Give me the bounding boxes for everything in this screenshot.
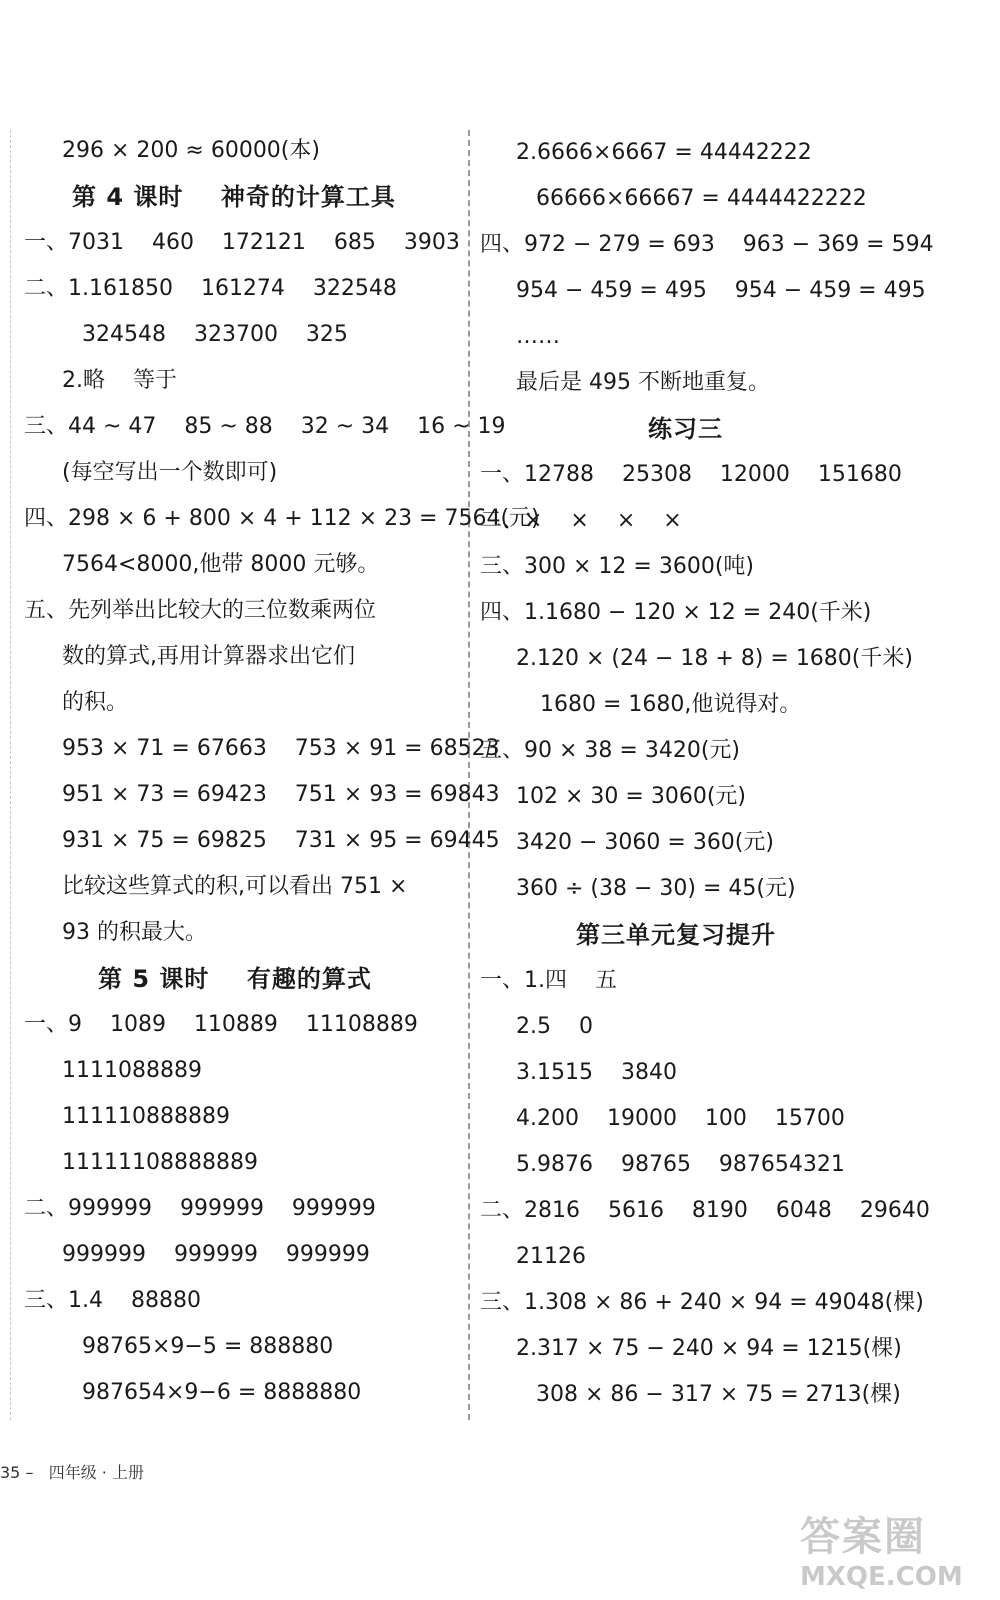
line-r3: 954 − 459 = 495 954 − 459 = 495 xyxy=(516,278,926,303)
line-0: 296 × 200 ≈ 60000(本) xyxy=(62,138,320,163)
line-9: 7564<8000,他带 8000 元够。 xyxy=(62,552,380,577)
column-divider xyxy=(468,130,470,1420)
line-r4: …… xyxy=(516,324,560,349)
line-r20: 3.1515 3840 xyxy=(516,1060,677,1085)
line-17: 93 的积最大。 xyxy=(62,920,207,945)
line-3: 二、1.161850 161274 322548 xyxy=(24,276,397,301)
line-15: 931 × 75 = 69825 731 × 95 = 69445 xyxy=(62,828,500,853)
line-5: 2.略 等于 xyxy=(62,368,177,393)
line-r11: 2.120 × (24 − 18 + 8) = 1680(千米) xyxy=(516,646,913,671)
line-10: 五、先列举出比较大的三位数乘两位 xyxy=(24,598,377,623)
line-r25: 三、1.308 × 86 + 240 × 94 = 49048(棵) xyxy=(480,1290,924,1315)
watermark-logo xyxy=(800,1505,990,1595)
line-r23: 二、2816 5616 8190 6048 29640 xyxy=(480,1198,930,1223)
line-20: 1111088889 xyxy=(62,1058,202,1083)
line-11: 数的算式,再用计算器求出它们 xyxy=(62,644,355,669)
line-8: 四、298 × 6 + 800 × 4 + 112 × 23 = 7564(元) xyxy=(24,506,540,531)
line-r10: 四、1.1680 − 120 × 12 = 240(千米) xyxy=(480,600,872,625)
line-7: (每空写出一个数即可) xyxy=(62,460,278,485)
line-r13: 五、90 × 38 = 3420(元) xyxy=(480,738,740,763)
watermark-url: MXQE.COM xyxy=(800,1562,963,1592)
line-r22: 5.9876 98765 987654321 xyxy=(516,1152,845,1177)
page-footer xyxy=(0,1460,144,1483)
line-r9: 三、300 × 12 = 3600(吨) xyxy=(480,554,754,579)
line-21: 111110888889 xyxy=(62,1104,230,1129)
line-22: 11111108888889 xyxy=(62,1150,258,1175)
line-2: 一、7031 460 172121 685 3903 xyxy=(24,230,460,255)
line-r5: 最后是 495 不断地重复。 xyxy=(516,370,770,395)
page-number: 35 – xyxy=(0,1463,34,1482)
line-r19: 2.5 0 xyxy=(516,1014,593,1039)
line-26: 98765×9−5 = 888880 xyxy=(82,1334,334,1359)
line-16: 比较这些算式的积,可以看出 751 × xyxy=(62,874,408,899)
line-r27: 308 × 86 − 317 × 75 = 2713(棵) xyxy=(536,1382,901,1407)
line-r7: 一、12788 25308 12000 151680 xyxy=(480,462,902,487)
line-24: 999999 999999 999999 xyxy=(62,1242,370,1267)
line-4: 324548 323700 325 xyxy=(82,322,348,347)
lesson-5-title: 第 5 课时 有趣的算式 xyxy=(98,965,372,993)
line-23: 二、999999 999999 999999 xyxy=(24,1196,376,1221)
practice-3-title: 练习三 xyxy=(648,415,723,443)
line-r8: 二、× × × × xyxy=(480,508,682,533)
line-r21: 4.200 19000 100 15700 xyxy=(516,1106,845,1131)
line-r24: 21126 xyxy=(516,1244,586,1269)
line-25: 三、1.4 88880 xyxy=(24,1288,201,1313)
line-r12: 1680 = 1680,他说得对。 xyxy=(540,692,802,717)
line-r26: 2.317 × 75 − 240 × 94 = 1215(棵) xyxy=(516,1336,902,1361)
line-r14: 102 × 30 = 3060(元) xyxy=(516,784,746,809)
line-r0: 2.6666×6667 = 44442222 xyxy=(516,140,812,165)
line-r15: 3420 − 3060 = 360(元) xyxy=(516,830,774,855)
line-6: 三、44 ~ 47 85 ~ 88 32 ~ 34 16 ~ 19 xyxy=(24,414,506,439)
watermark-title: 答案圈 xyxy=(800,1514,926,1560)
lesson-4-title: 第 4 课时 神奇的计算工具 xyxy=(72,183,396,211)
book-label: 四年级 · 上册 xyxy=(48,1463,144,1482)
left-margin-rule xyxy=(10,130,11,1420)
line-13: 953 × 71 = 67663 753 × 91 = 68523 xyxy=(62,736,500,761)
line-27: 987654×9−6 = 8888880 xyxy=(82,1380,362,1405)
line-r16: 360 ÷ (38 − 30) = 45(元) xyxy=(516,876,796,901)
unit-3-review-title: 第三单元复习提升 xyxy=(576,921,776,949)
line-r18: 一、1.四 五 xyxy=(480,968,617,993)
line-19: 一、9 1089 110889 11108889 xyxy=(24,1012,418,1037)
line-r2: 四、972 − 279 = 693 963 − 369 = 594 xyxy=(480,232,934,257)
line-r1: 66666×66667 = 4444422222 xyxy=(536,186,867,211)
line-12: 的积。 xyxy=(62,690,129,715)
line-14: 951 × 73 = 69423 751 × 93 = 69843 xyxy=(62,782,500,807)
